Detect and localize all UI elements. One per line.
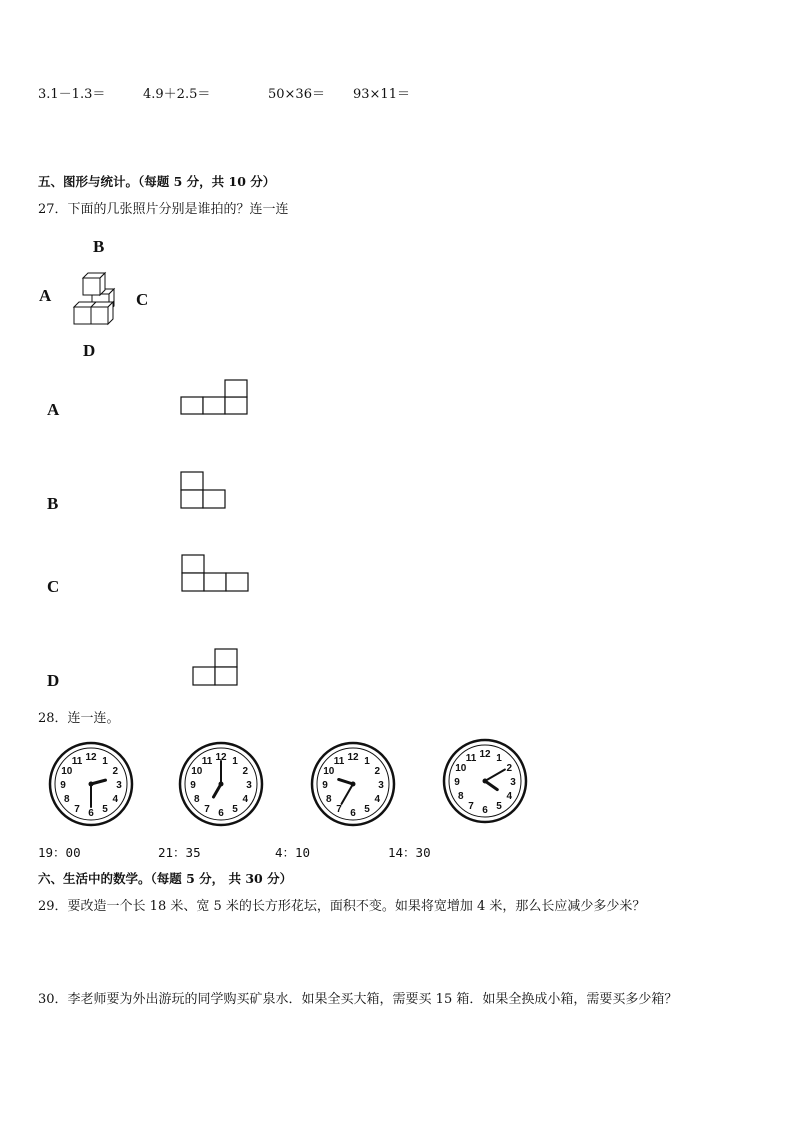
clock-numeral: 4 <box>112 794 119 805</box>
clock-numeral: 1 <box>232 755 238 767</box>
question-30-text: 30．李老师要为外出游玩的同学购买矿泉水．如果全买大箱，需要买 15 箱．如果全换成小箱，需要买多少箱？ <box>38 992 678 1007</box>
view-shape-a <box>180 379 250 415</box>
direction-label-right: C <box>136 290 149 309</box>
clock-numeral: 9 <box>454 777 460 788</box>
clock-numeral: 9 <box>60 780 66 791</box>
clock-numeral: 12 <box>479 749 491 760</box>
clock-numeral: 6 <box>482 805 488 816</box>
clock-numeral: 3 <box>246 780 252 791</box>
clock-numeral: 3 <box>378 780 384 791</box>
clock-numeral: 1 <box>496 752 502 764</box>
view-label-a: A <box>47 400 60 419</box>
clock-hub <box>483 779 488 784</box>
clock-numeral: 4 <box>506 791 513 802</box>
calc-item-3: 50×36＝ <box>268 87 325 102</box>
clock-numeral: 8 <box>325 794 332 805</box>
view-shape-c <box>181 554 253 592</box>
clock-numeral: 10 <box>61 766 73 777</box>
clock-numeral: 1 <box>364 755 370 767</box>
clock-face-2 <box>178 741 264 827</box>
direction-label-top: B <box>93 237 105 256</box>
direction-label-left: A <box>39 286 52 305</box>
clock-numeral: 7 <box>204 804 210 816</box>
clock-numeral: 3 <box>116 780 122 791</box>
clock-numeral: 4 <box>242 794 249 805</box>
clock-numeral: 10 <box>455 763 467 774</box>
question-28-text: 28．连一连。 <box>38 711 120 726</box>
time-label-2: 21：35 <box>158 845 201 860</box>
section5-heading: 五、图形与统计。（每题 5 分，共 10 分） <box>38 174 276 189</box>
clock-face-1 <box>48 741 134 827</box>
clock-numeral: 4 <box>374 794 381 805</box>
question-29-text: 29．要改造一个长 18 米、宽 5 米的长方形花坛，面积不变。如果将宽增加 4 米，那么长应减少多少米？ <box>38 899 646 914</box>
view-label-d: D <box>47 671 60 690</box>
clock-numeral: 5 <box>232 804 238 816</box>
direction-label-bottom: D <box>83 341 96 360</box>
clock-numeral: 8 <box>457 791 464 802</box>
calc-item-2: 4.9＋2.5＝ <box>143 87 211 102</box>
calc-item-1: 3.1－1.3＝ <box>38 87 106 102</box>
view-shape-b <box>180 471 228 509</box>
clock-numeral: 10 <box>323 766 335 777</box>
clock-numeral: 7 <box>468 801 474 813</box>
calc-item-4: 93×11＝ <box>353 87 410 102</box>
clock-numeral: 5 <box>364 804 370 816</box>
clock-numeral: 11 <box>201 755 213 767</box>
clock-face-3 <box>310 741 396 827</box>
clock-face-4 <box>442 738 528 824</box>
clock-numeral: 11 <box>465 752 477 764</box>
section6-heading: 六、生活中的数学。（每题 5 分， 共 30 分） <box>38 871 293 886</box>
clock-numeral: 5 <box>102 804 108 816</box>
clock-numeral: 11 <box>333 755 345 767</box>
clock-numeral: 6 <box>350 808 356 819</box>
view-label-b: B <box>47 494 59 513</box>
clock-hub <box>219 782 224 787</box>
clock-hub <box>351 782 356 787</box>
clock-numeral: 1 <box>102 755 108 767</box>
time-label-3: 4：10 <box>275 845 311 860</box>
clock-numeral: 2 <box>242 766 249 777</box>
view-shape-d <box>192 648 240 686</box>
stacked-cubes-figure <box>70 268 130 328</box>
clock-numeral: 7 <box>74 804 80 816</box>
clock-numeral: 5 <box>496 801 502 813</box>
clock-numeral: 3 <box>510 777 516 788</box>
view-label-c: C <box>47 577 60 596</box>
clock-numeral: 12 <box>347 752 359 763</box>
clock-numeral: 7 <box>336 804 342 816</box>
time-label-1: 19：00 <box>38 845 81 860</box>
clock-numeral: 2 <box>374 766 381 777</box>
clock-numeral: 2 <box>506 763 513 774</box>
clock-numeral: 11 <box>71 755 83 767</box>
clock-numeral: 6 <box>88 808 94 819</box>
clock-numeral: 2 <box>112 766 119 777</box>
clock-numeral: 12 <box>85 752 97 763</box>
clock-hub <box>89 782 94 787</box>
clock-numeral: 9 <box>190 780 196 791</box>
clock-numeral: 8 <box>63 794 70 805</box>
clock-numeral: 6 <box>218 808 224 819</box>
clock-numeral: 12 <box>215 752 227 763</box>
clock-numeral: 10 <box>191 766 203 777</box>
time-label-4: 14：30 <box>388 845 431 860</box>
clock-numeral: 8 <box>193 794 200 805</box>
clock-numeral: 9 <box>322 780 328 791</box>
question-27-text: 27．下面的几张照片分别是谁拍的？连一连 <box>38 202 289 217</box>
